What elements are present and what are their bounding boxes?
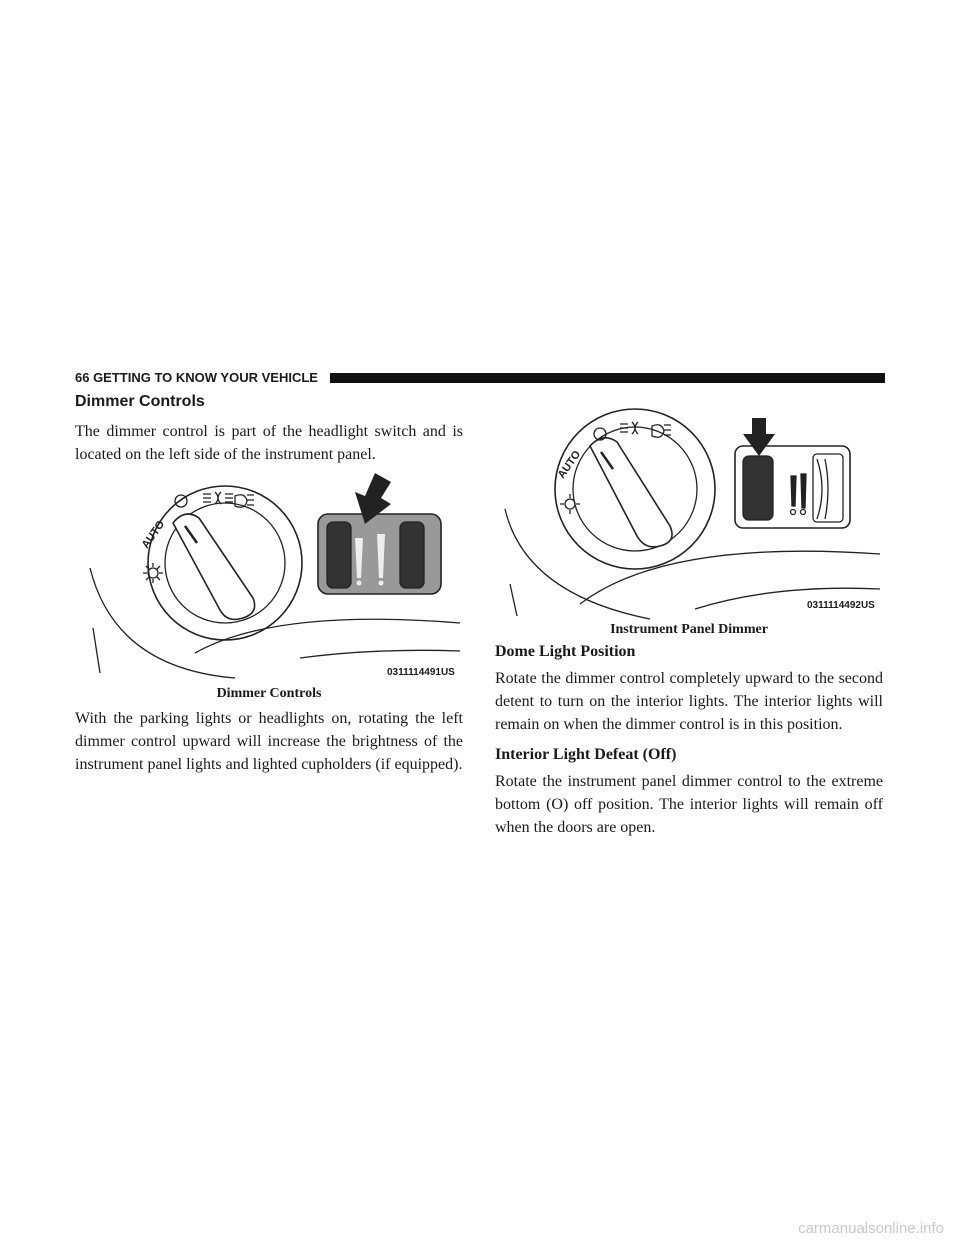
figure-caption-instrument-panel-dimmer: Instrument Panel Dimmer xyxy=(610,622,768,637)
interior-light-defeat-paragraph: Rotate the instrument panel dimmer control to the extreme bottom (O) off position. The interior lights will remain off when the doors are open. xyxy=(495,773,883,836)
dome-light-heading: Dome Light Position xyxy=(495,643,636,660)
figure-instrument-panel-dimmer xyxy=(495,404,883,620)
figure-code: 0311114491US xyxy=(387,667,455,678)
intro-paragraph: The dimmer control is part of the headlight switch and is located on the left side of the instrument panel. xyxy=(75,423,463,463)
page-header xyxy=(75,370,885,386)
dimmer-controls-illustration xyxy=(75,468,463,683)
instrument-panel-dimmer-illustration xyxy=(495,404,883,620)
header-rule xyxy=(330,373,885,383)
interior-light-defeat-heading: Interior Light Defeat (Off) xyxy=(495,746,677,763)
figure-dimmer-controls xyxy=(75,468,463,683)
figure-code: 0311114492US xyxy=(807,600,875,611)
section-title: Dimmer Controls xyxy=(75,393,205,410)
figure-caption-dimmer-controls: Dimmer Controls xyxy=(216,686,322,701)
auto-label: AUTO xyxy=(139,518,168,551)
body-paragraph: With the parking lights or headlights on, rotating the left dimmer control upward will increase the brightness of the instrument panel lights and lighted cupholders (if equipped). xyxy=(75,710,463,773)
auto-label: AUTO xyxy=(555,448,584,481)
watermark: carmanualsonline.info xyxy=(798,1220,944,1237)
page-number-section-label: 66 GETTING TO KNOW YOUR VEHICLE xyxy=(75,370,318,385)
dome-light-paragraph: Rotate the dimmer control completely upward to the second detent to turn on the interior lights. The interior lights will remain on when the dimmer control is in this position. xyxy=(495,670,883,733)
